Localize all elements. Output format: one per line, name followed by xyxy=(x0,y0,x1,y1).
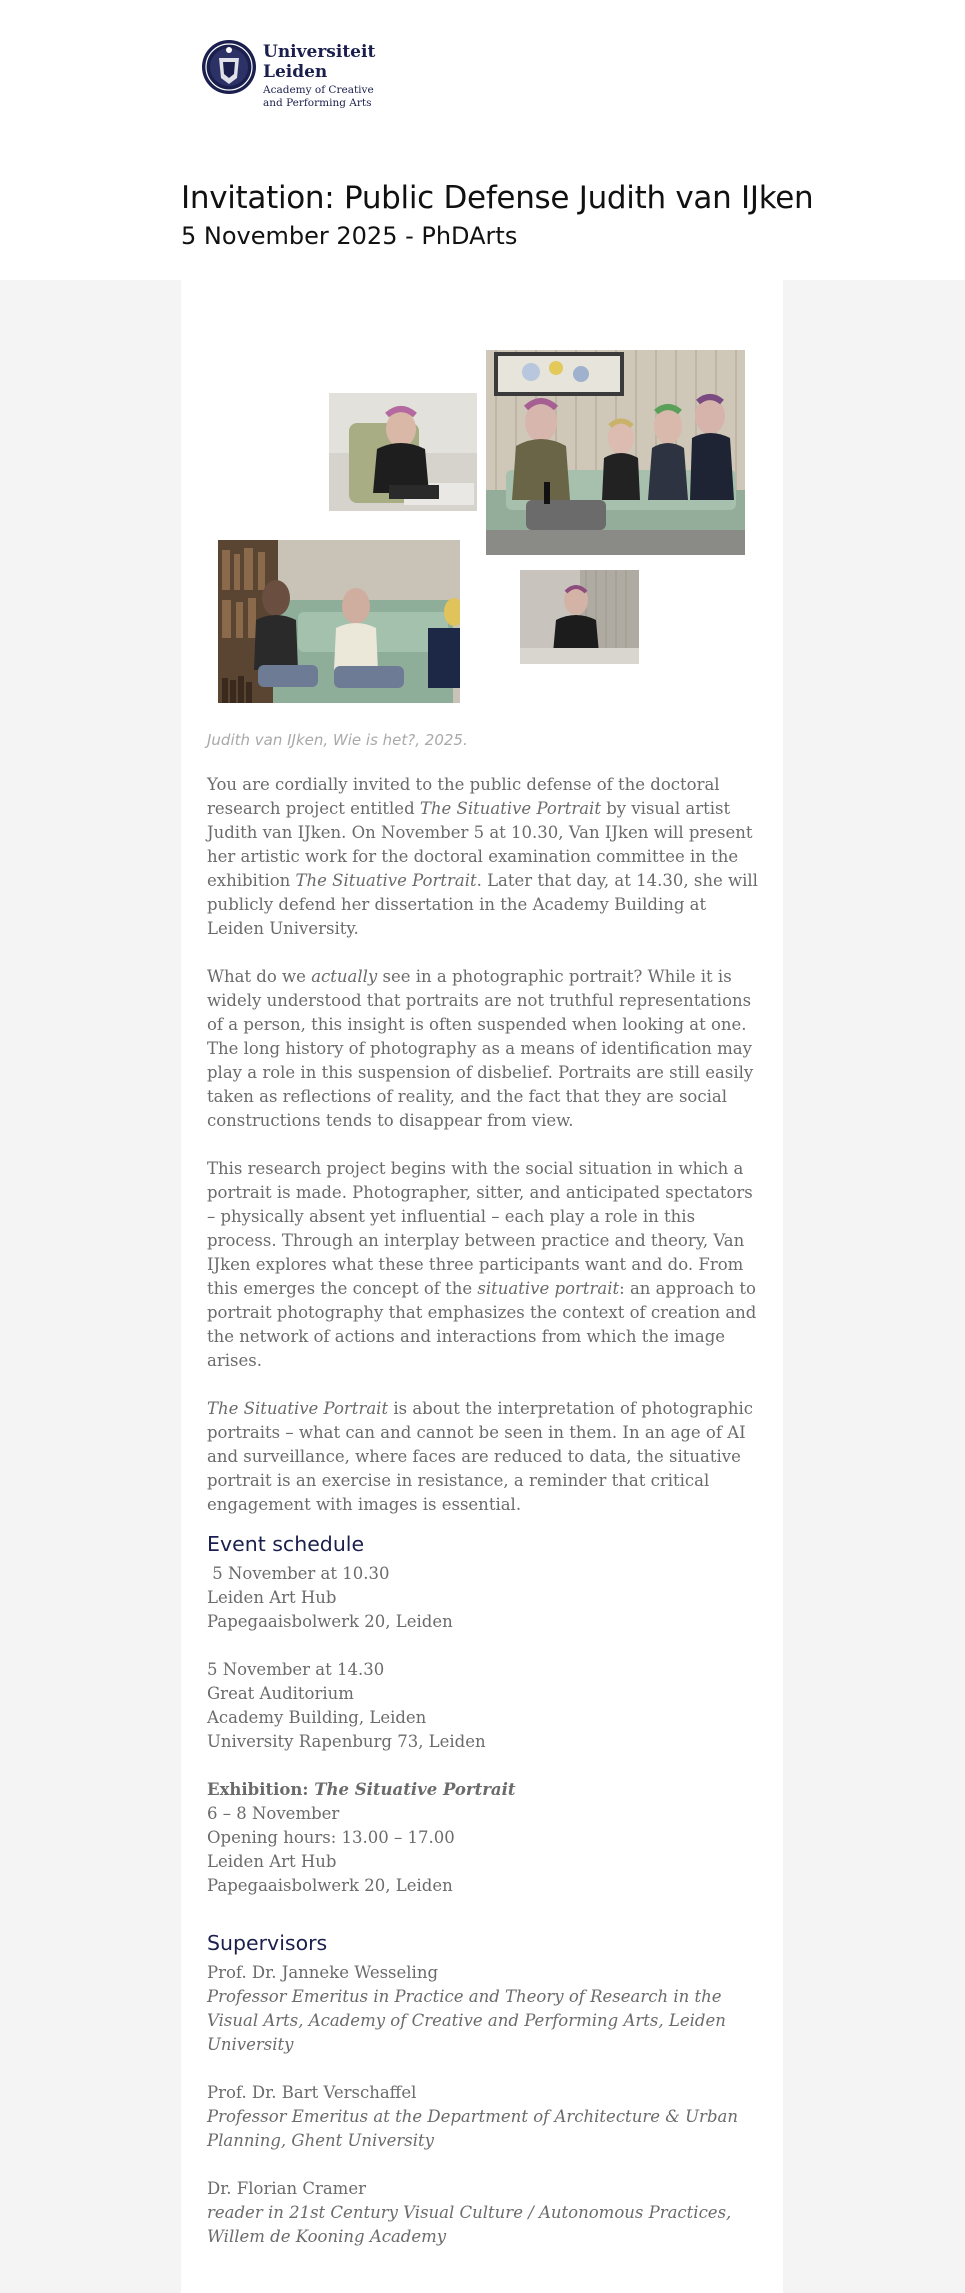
page-subtitle: 5 November 2025 - PhDArts xyxy=(181,222,518,250)
p3-text-b: : an approach to portrait photography that emphasizes the context of creation and the network of actions and interactions from which the image arises. xyxy=(207,1279,757,1370)
supervisor-role: reader in 21st Century Visual Culture / Autonomous Practices, Willem de Kooning Academy xyxy=(207,2203,732,2246)
exhibition-dates: 6 – 8 November xyxy=(207,1804,340,1823)
p2-text-a: What do we xyxy=(207,967,312,986)
event-1-venue: Leiden Art Hub xyxy=(207,1588,337,1607)
supervisor-name: Prof. Dr. Bart Verschaffel xyxy=(207,2083,417,2102)
paragraph-interpretation xyxy=(207,1397,759,1517)
supervisor-item xyxy=(207,2177,767,2249)
supervisors-heading: Supervisors xyxy=(207,1931,328,1955)
event-afternoon xyxy=(207,1658,759,1754)
logo-line-4: and Performing Arts xyxy=(263,97,372,109)
event-schedule xyxy=(207,1530,759,1922)
leiden-university-logo[interactable] xyxy=(201,34,381,114)
paragraph-question xyxy=(207,965,759,1133)
p3-text-a: This research project begins with the social situation in which a portrait is made. Photographer, sitter, and anticipated spectators – physically absent yet influential – each play a role in this process. Through an interplay between practice and theory, Van IJken explores what these three participants want and do. From this emerges the concept of the xyxy=(207,1159,753,1298)
exhibition-hours: Opening hours: 13.00 – 17.00 xyxy=(207,1828,455,1847)
exhibition-heading xyxy=(207,1778,759,1802)
event-2-address: University Rapenburg 73, Leiden xyxy=(207,1732,486,1751)
logo-line-3: Academy of Creative xyxy=(263,84,374,96)
p2-em: actually xyxy=(311,967,378,986)
supervisors-section xyxy=(207,1929,767,2273)
p4-text-b: is about the interpretation of photographic portraits – what can and cannot be seen in them. In an age of AI and surveillance, where faces are reduced to data, the situative portrait is an exercise in resistance, a reminder that critical engagement with images is essential. xyxy=(207,1399,753,1514)
exhibition-title: The Situative Portrait xyxy=(314,1780,516,1799)
event-morning xyxy=(207,1562,759,1634)
photo-group-on-sofa xyxy=(486,350,745,555)
supervisor-name: Prof. Dr. Janneke Wesseling xyxy=(207,1963,439,1982)
event-2-date: 5 November at 14.30 xyxy=(207,1660,385,1679)
supervisor-role: Professor Emeritus in Practice and Theory of Research in the Visual Arts, Academy of Creative and Performing Arts, Leiden University xyxy=(207,1987,726,2054)
photo-single-figure-wall xyxy=(520,570,639,664)
exhibition-label: Exhibition: xyxy=(207,1780,315,1799)
logo-text-universiteit: Universiteit xyxy=(263,42,376,62)
supervisor-item xyxy=(207,1961,767,2057)
event-2-venue: Great Auditorium xyxy=(207,1684,354,1703)
supervisor-role: Professor Emeritus at the Department of Architecture & Urban Planning, Ghent University xyxy=(207,2107,738,2150)
paragraph-intro xyxy=(207,773,759,941)
p3-em: situative portrait xyxy=(477,1279,620,1298)
p1-text-c: . Later that day, at 14.30, she will publicly defend her dissertation in the Academy Building at Leiden University. xyxy=(207,871,758,938)
p1-text-a: You are cordially invited to the public defense of the doctoral research project entitled xyxy=(207,775,720,818)
paragraph-research xyxy=(207,1157,759,1373)
p1-text-b: by visual artist Judith van IJken. On November 5 at 10.30, Van IJken will present her artistic work for the doctoral examination committee in the exhibition xyxy=(207,799,753,890)
university-seal-icon xyxy=(201,34,257,100)
event-1-date: 5 November at 10.30 xyxy=(207,1564,390,1583)
logo-text-academy xyxy=(263,84,393,110)
body-text xyxy=(207,773,759,1541)
event-2-building: Academy Building, Leiden xyxy=(207,1708,427,1727)
content-card xyxy=(181,280,783,2293)
supervisor-item xyxy=(207,2081,767,2153)
photo-masked-figure-chair xyxy=(329,393,477,511)
supervisor-name: Dr. Florian Cramer xyxy=(207,2179,366,2198)
page-title: Invitation: Public Defense Judith van IJken xyxy=(181,180,814,216)
email-header xyxy=(0,0,965,280)
p2-text-b: see in a photographic portrait? While it is widely understood that portraits are not truthful representations of a person, this insight is often suspended when looking at one. The long history of photography as a means of identification may play a role in this suspension of disbelief. Portraits are still easily taken as reflections of reality, and the fact that they are social constructions tends to disappear from view. xyxy=(207,967,754,1130)
p1-title-em-2: The Situative Portrait xyxy=(295,871,477,890)
p4-em: The Situative Portrait xyxy=(207,1399,389,1418)
exhibition-address: Papegaaisbolwerk 20, Leiden xyxy=(207,1876,453,1895)
photo-caption: Judith van IJken, Wie is het?, 2025. xyxy=(207,731,468,749)
photo-three-figures-sofa xyxy=(218,540,460,703)
logo-text-leiden: Leiden xyxy=(263,62,328,82)
exhibition-venue: Leiden Art Hub xyxy=(207,1852,337,1871)
p1-title-em: The Situative Portrait xyxy=(419,799,601,818)
event-1-address: Papegaaisbolwerk 20, Leiden xyxy=(207,1612,453,1631)
event-exhibition xyxy=(207,1778,759,1898)
event-schedule-heading: Event schedule xyxy=(207,1532,365,1556)
